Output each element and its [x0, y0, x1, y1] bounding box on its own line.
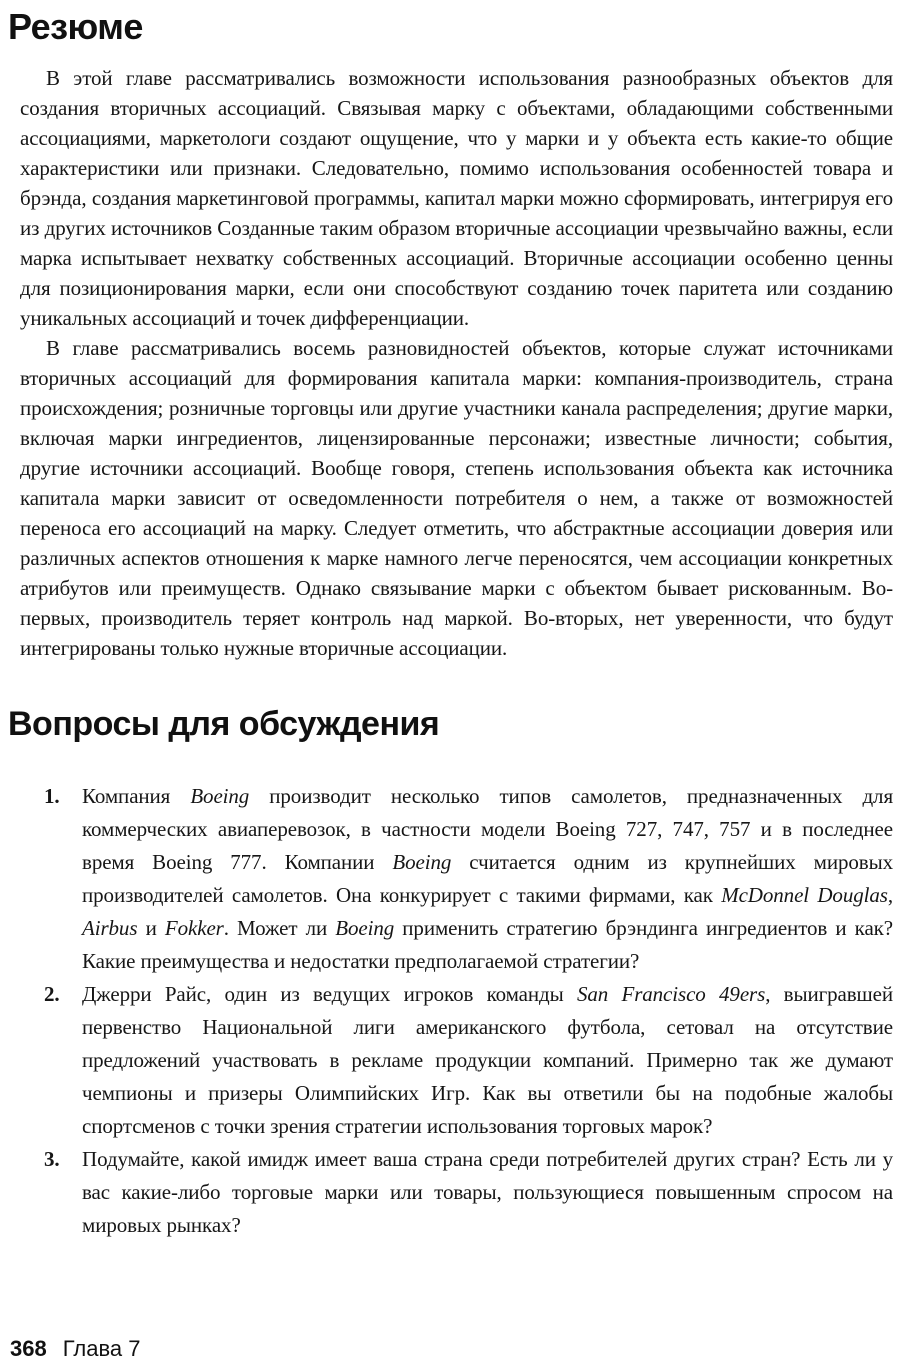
page-number: 368 [10, 1336, 47, 1361]
question-text-3: Подумайте, какой имидж имеет ваша страна среди потребителей других стран? Есть ли у вас какие-либо торговые марки или товары, пользующиеся повышенным спросом на мировых рынках? [82, 1147, 893, 1237]
question-text-1: Компания Boeing производит несколько типов самолетов, предназначенных для коммерческих авиаперевозок, в частности модели Boeing 727, 747, 757 и в последнее время Boeing 777. Компании Boeing считается одним из крупнейших мировых производителей самолетов. Она конкурирует с такими фирмами, как McDonnel Douglas, Airbus и Fokker. Может ли Boeing применить стратегию брэндинга ингредиентов и как? Какие преимущества и недостатки предполагаемой стратегии? [82, 784, 893, 973]
question-number-1: 1. [44, 784, 60, 808]
questions-heading: Вопросы для обсуждения [8, 705, 440, 743]
page-footer [10, 1336, 141, 1362]
summary-section [20, 63, 893, 663]
question-item-2 [0, 978, 893, 1143]
summary-paragraph-2: В главе рассматривались восемь разновидностей объектов, которые служат источниками вторичных ассоциаций для формирования капитала марки: компания-производитель, страна происхождения; розничные торговцы или другие участники канала распределения; другие марки, включая марки ингредиентов, лицензированные персонажи; известные личности; события, другие источники ассоциаций. Вообще говоря, степень использования объекта как источника капитала марки зависит от осведомленности потребителя о нем, а также от возможностей переноса его ассоциаций на марку. Следует отметить, что абстрактные ассоциации доверия или различных аспектов отношения к марке намного легче переносятся, чем ассоциации конкретных атрибутов или преимуществ. Однако связывание марки с объектом бывает рискованным. Во-первых, производитель теряет контроль над маркой. Во-вторых, нет уверенности, что будут интегрированы только нужные вторичные ассоциации. [20, 336, 893, 660]
summary-heading: Резюме [8, 6, 143, 47]
question-number-3: 3. [44, 1147, 60, 1171]
chapter-label: Глава 7 [62, 1336, 141, 1361]
question-number-2: 2. [44, 982, 60, 1006]
summary-paragraph-1: В этой главе рассматривались возможности использования разнообразных объектов для создания вторичных ассоциаций. Связывая марку с объектами, обладающими собственными ассоциациями, маркетологи создают ощущение, что у марки и у объекта есть какие-то общие характеристики или признаки. Следовательно, помимо использования особенностей товара и брэнда, создания маркетинговой программы, капитал марки можно сформировать, интегрируя его из других источников Созданные таким образом вторичные ассоциации чрезвычайно важны, если марка испытывает нехватку собственных ассоциаций. Вторичные ассоциации особенно ценны для позиционирования марки, если они способствуют созданию точек паритета или созданию уникальных ассоциаций и точек дифференциации. [20, 66, 893, 330]
question-text-2: Джерри Райс, один из ведущих игроков команды San Francisco 49ers, выигравшей первенство Национальной лиги американского футбола, сетовал на отсутствие предложений участвовать в рекламе продукции компаний. Примерно так же думают чемпионы и призеры Олимпийских Игр. Как вы ответили бы на подобные жалобы спортсменов с точки зрения стратегии использования торговых марок? [82, 982, 893, 1138]
question-item-1 [0, 780, 893, 978]
questions-list [0, 780, 893, 1242]
question-item-3 [0, 1143, 893, 1242]
